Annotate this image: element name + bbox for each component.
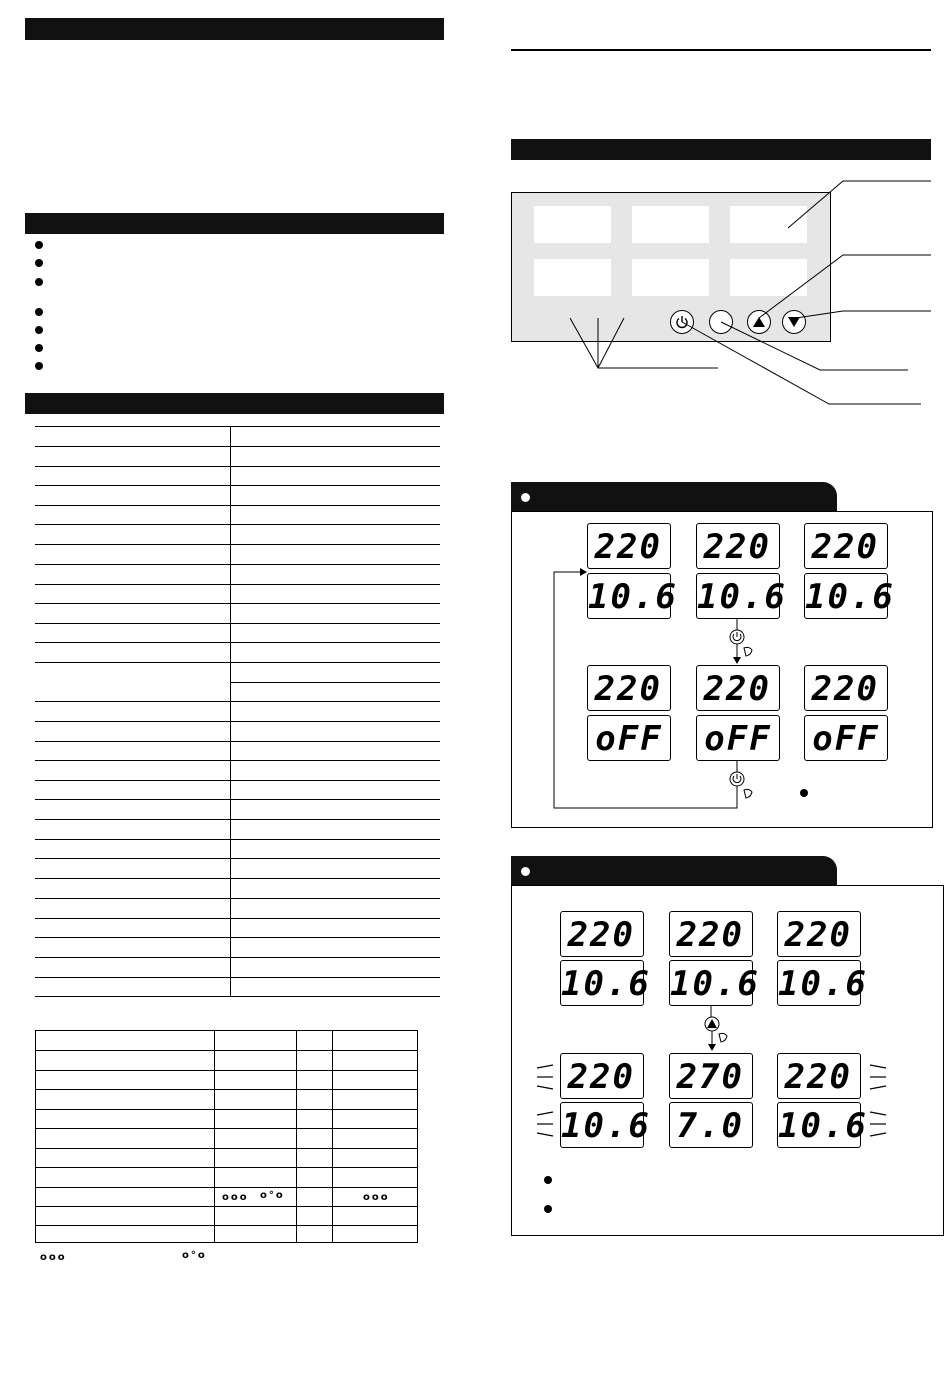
display-top: 220 bbox=[696, 665, 780, 711]
display-top: 220 bbox=[777, 1053, 861, 1099]
legend-symbol: o°o bbox=[182, 1250, 207, 1261]
display-bottom: 10.6 bbox=[669, 960, 753, 1006]
display-top: 270 bbox=[669, 1053, 753, 1099]
display-top: 220 bbox=[669, 911, 753, 957]
legend-symbol: ooo bbox=[40, 1252, 67, 1263]
display-top: 220 bbox=[804, 665, 888, 711]
display-bottom: 10.6 bbox=[777, 960, 861, 1006]
display-bottom: oFF bbox=[587, 715, 671, 761]
display-top: 220 bbox=[560, 911, 644, 957]
option-symbol: ooo bbox=[222, 1192, 249, 1203]
display-bottom: 10.6 bbox=[560, 1102, 644, 1148]
display-top: 220 bbox=[696, 523, 780, 569]
display-bottom: 7.0 bbox=[669, 1102, 753, 1148]
display-top: 220 bbox=[560, 1053, 644, 1099]
display-bottom: 10.6 bbox=[587, 573, 671, 619]
display-top: 220 bbox=[777, 911, 861, 957]
display-bottom: 10.6 bbox=[804, 573, 888, 619]
display-bottom: oFF bbox=[804, 715, 888, 761]
display-top: 220 bbox=[804, 523, 888, 569]
display-bottom: 10.6 bbox=[777, 1102, 861, 1148]
display-bottom: 10.6 bbox=[696, 573, 780, 619]
display-bottom: oFF bbox=[696, 715, 780, 761]
display-bottom: 10.6 bbox=[560, 960, 644, 1006]
display-top: 220 bbox=[587, 665, 671, 711]
display-top: 220 bbox=[587, 523, 671, 569]
option-symbol: ooo bbox=[363, 1192, 390, 1203]
option-symbol: o°o bbox=[260, 1190, 285, 1201]
